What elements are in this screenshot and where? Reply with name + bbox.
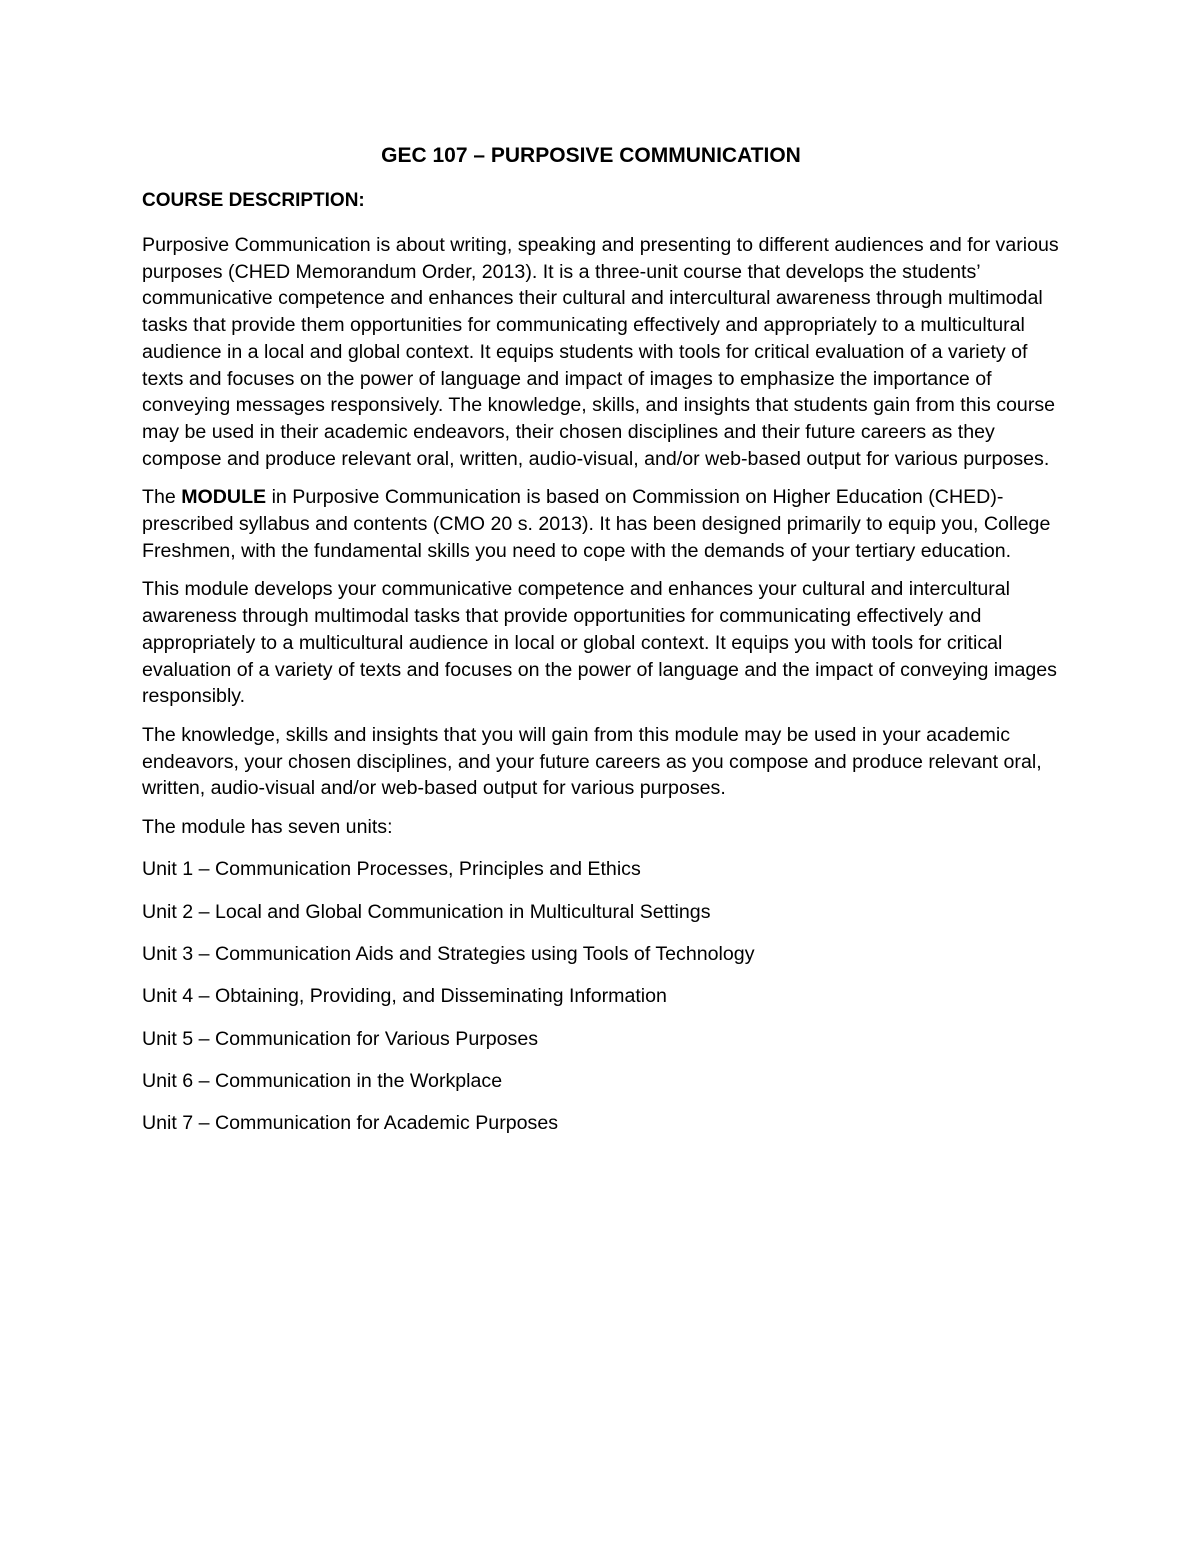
- paragraph-module-rest: in Purposive Communication is based on Commission on Higher Education (CHED)-prescribed syllabus and contents (CMO 20 s. 2013). It has been designed primarily to equip you, College Freshmen, with the fundamental skills you need to cope with the demands of your tertiary education.: [142, 486, 1051, 562]
- document-page: [142, 140, 1062, 1152]
- unit-item: Unit 6 – Communication in the Workplace: [142, 1069, 503, 1092]
- unit-item: Unit 5 – Communication for Various Purposes: [142, 1027, 539, 1050]
- paragraph-course-description: Purposive Communication is about writing, speaking and presenting to different audiences and for various purposes (CHED Memorandum Order, 2013). It is a three-unit course that develops the students’ communicative competence and enhances their cultural and intercultural awareness through multimodal tasks that provide them opportunities for communicating effectively and appropriately to a multicultural audience in a local and global context. It equips students with tools for critical evaluation of a variety of texts and focuses on the power of language and impact of images to emphasize the importance of conveying messages responsively. The knowledge, skills, and insights that students gain from this course may be used in their academic endeavors, their chosen disciplines and their future careers as they compose and produce relevant oral, written, audio-visual, and/or web-based output for various purposes.: [142, 234, 1059, 470]
- unit-item: Unit 1 – Communication Processes, Principles and Ethics: [142, 858, 641, 881]
- paragraph-module-prefix: The: [142, 486, 182, 509]
- paragraph-module-intro: [142, 484, 1062, 564]
- unit-item: Unit 3 – Communication Aids and Strategies using Tools of Technology: [142, 942, 755, 965]
- paragraph-module-competence: This module develops your communicative competence and enhances your cultural and intercultural awareness through multimodal tasks that provide opportunities for communicating effectively and appropriately to a multicultural audience in local or global context. It equips you with tools for critical evaluation of a variety of texts and focuses on the power of language and the impact of conveying images responsibly.: [142, 578, 1057, 708]
- unit-item: Unit 2 – Local and Global Communication in Multicultural Settings: [142, 900, 711, 923]
- units-intro: The module has seven units:: [142, 816, 393, 839]
- document-title: GEC 107 – PURPOSIVE COMMUNICATION: [381, 144, 801, 167]
- unit-list: [142, 856, 1062, 1136]
- course-description-heading: COURSE DESCRIPTION:: [142, 190, 365, 211]
- unit-item: Unit 4 – Obtaining, Providing, and Disseminating Information: [142, 985, 667, 1008]
- paragraph-module-knowledge: The knowledge, skills and insights that you will gain from this module may be used in your academic endeavors, your chosen disciplines, and your future careers as you compose and produce relevant oral, written, audio-visual and/or web-based output for various purposes.: [142, 723, 1042, 800]
- module-emphasis: MODULE: [181, 486, 267, 509]
- unit-item: Unit 7 – Communication for Academic Purposes: [142, 1112, 559, 1135]
